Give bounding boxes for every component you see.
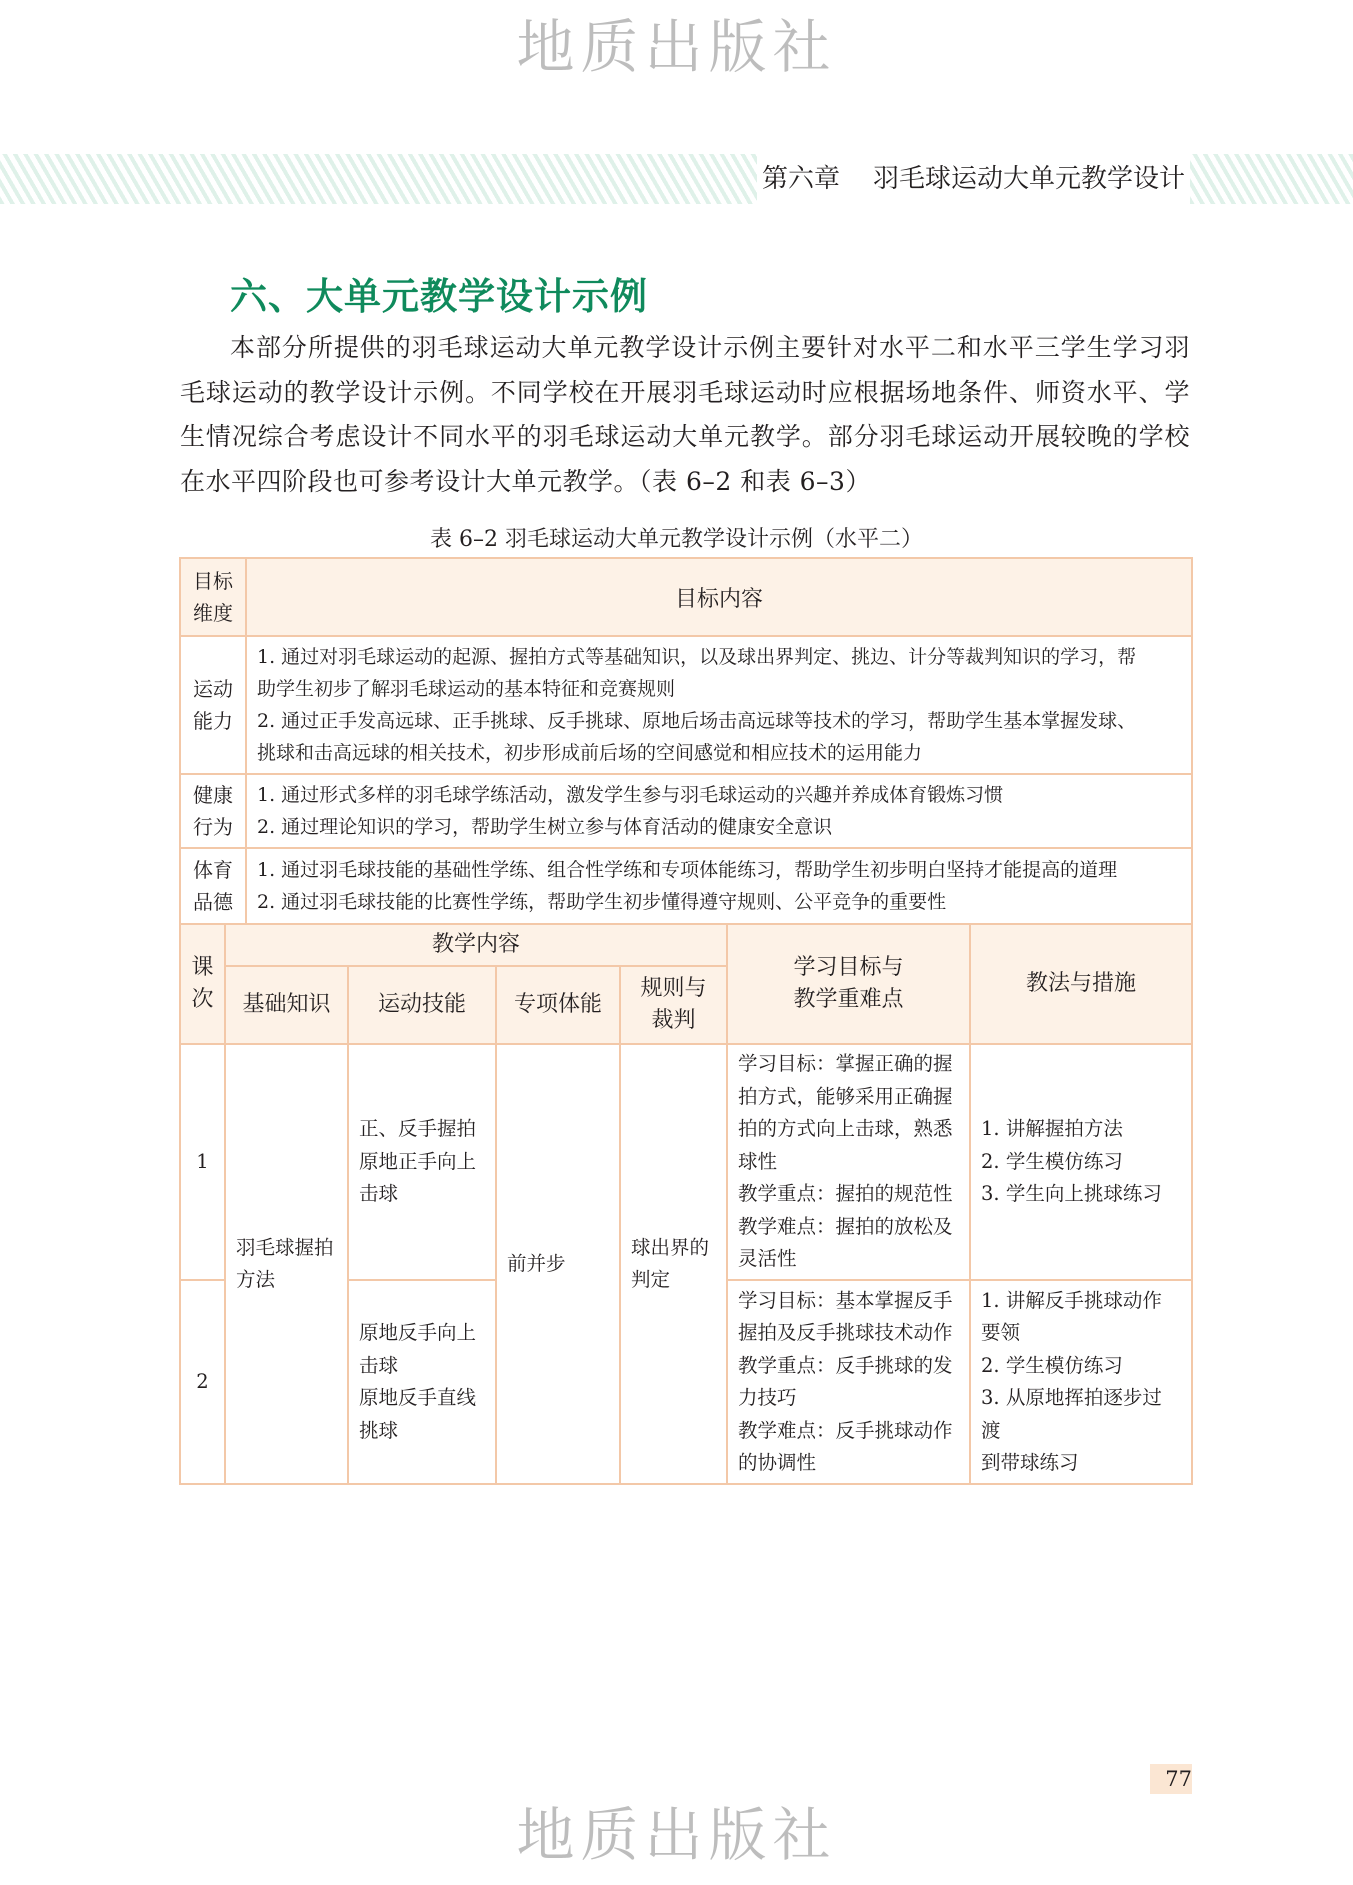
lesson-objectives: 学习目标：基本掌握反手 握拍及反手挑球技术动作 教学重点：反手挑球的发 力技巧 教学难点：反手挑球动作 的协调性 — [727, 1280, 970, 1484]
goal-row — [180, 774, 1192, 848]
table-caption: 表 6–2 羽毛球运动大单元教学设计示例（水平二） — [430, 527, 923, 552]
lessons-header-number: 课 次 — [180, 924, 225, 1044]
lesson-special-fitness: 前并步 — [496, 1044, 620, 1484]
goal-dimension: 运动 能力 — [180, 636, 246, 774]
lesson-rules: 球出界的 判定 — [620, 1044, 727, 1484]
lesson-number: 2 — [180, 1280, 225, 1484]
chapter-header: 第六章 羽毛球运动大单元教学设计 — [757, 154, 1190, 204]
goals-header-content: 目标内容 — [246, 558, 1192, 636]
lesson-basic-knowledge: 羽毛球握拍 方法 — [225, 1044, 348, 1484]
goal-content: 1. 通过对羽毛球运动的起源、握拍方式等基础知识，以及球出界判定、挑边、计分等裁判知识的学习，帮 助学生初步了解羽毛球运动的基本特征和竞赛规则 2. 通过正手发高远球、正手挑球、反手挑球、原地后场击高远球等技术的学习，帮助学生基本掌握发球、 挑球和击高远球的相关技术，初步形成前后场的空间感觉和相应技术的运用能力 — [246, 636, 1192, 774]
watermark-top: 地质出版社 — [516, 13, 837, 81]
goal-dimension: 健康 行为 — [180, 774, 246, 848]
intro-paragraph: 本部分所提供的羽毛球运动大单元教学设计示例主要针对水平二和水平三学生学习羽毛球运动的教学设计示例。不同学校在开展羽毛球运动时应根据场地条件、师资水平、学生情况综合考虑设计不同水平的羽毛球运动大单元教学。部分羽毛球运动开展较晚的学校在水平四阶段也可参考设计大单元教学。（表 6–2 和表 6–3） — [180, 333, 1190, 496]
lessons-header-basic-knowledge: 基础知识 — [225, 966, 348, 1044]
goals-header-dimension: 目标 维度 — [180, 558, 246, 636]
lessons-header-objectives: 学习目标与 教学重难点 — [727, 924, 970, 1044]
lesson-objectives: 学习目标：掌握正确的握 拍方式，能够采用正确握 拍的方式向上击球，熟悉 球性 教学重点：握拍的规范性 教学难点：握拍的放松及 灵活性 — [727, 1044, 970, 1280]
lesson-number: 1 — [180, 1044, 225, 1280]
page-number: 77 — [1150, 1764, 1192, 1794]
goal-content: 1. 通过羽毛球技能的基础性学练、组合性学练和专项体能练习，帮助学生初步明白坚持才能提高的道理 2. 通过羽毛球技能的比赛性学练，帮助学生初步懂得遵守规则、公平竞争的重要性 — [246, 848, 1192, 924]
lesson-methods: 1. 讲解握拍方法 2. 学生模仿练习 3. 学生向上挑球练习 — [970, 1044, 1192, 1280]
goal-dimension: 体育 品德 — [180, 848, 246, 924]
goal-content: 1. 通过形式多样的羽毛球学练活动，激发学生参与羽毛球运动的兴趣并养成体育锻炼习惯 2. 通过理论知识的学习，帮助学生树立参与体育活动的健康安全意识 — [246, 774, 1192, 848]
goal-row — [180, 848, 1192, 924]
watermark-bottom: 地质出版社 — [516, 1801, 837, 1869]
header-stripe-right — [1190, 154, 1353, 204]
lessons-header-methods: 教法与措施 — [970, 924, 1192, 1044]
section-title: 六、大单元教学设计示例 — [230, 274, 648, 318]
lessons-header-teaching-content: 教学内容 — [225, 924, 727, 966]
lesson-motor-skills: 正、反手握拍 原地正手向上 击球 — [348, 1044, 496, 1280]
lessons-header-motor-skills: 运动技能 — [348, 966, 496, 1044]
goal-row — [180, 636, 1192, 774]
lesson-methods: 1. 讲解反手挑球动作 要领 2. 学生模仿练习 3. 从原地挥拍逐步过渡 到带球练习 — [970, 1280, 1192, 1484]
lesson-motor-skills: 原地反手向上 击球 原地反手直线 挑球 — [348, 1280, 496, 1484]
lessons-table — [179, 923, 1193, 1485]
lesson-row — [180, 1044, 1192, 1280]
header-stripe-left — [0, 154, 757, 204]
lessons-header-rules: 规则与 裁判 — [620, 966, 727, 1044]
lessons-header-special-fitness: 专项体能 — [496, 966, 620, 1044]
goals-table — [179, 557, 1193, 925]
